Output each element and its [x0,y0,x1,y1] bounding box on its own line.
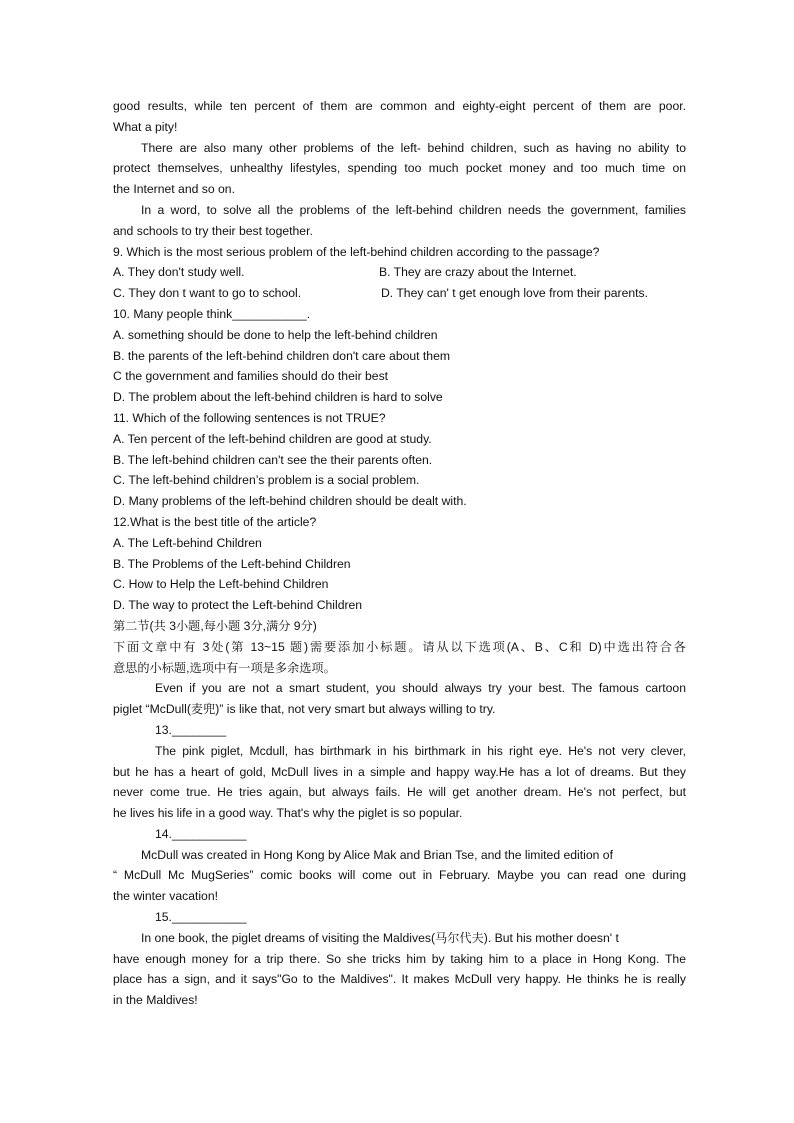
text-line: 9. Which is the most serious problem of the left-behind children according to the passage? [113,244,600,259]
text-line: D. The way to protect the Left-behind Children [113,598,363,613]
text-line: and schools to try their best together. [113,223,313,238]
answer-option: B. They are crazy about the Internet. [379,265,577,280]
text-line: There are also many other problems of the left- behind children, such as having no ability to [141,140,686,155]
text-line: 15.___________ [155,910,247,925]
text-line: “ McDull Mc MugSeries” comic books will come out in February. Maybe you can read one during [113,868,686,883]
text-line: 10. Many people think___________. [113,306,311,321]
text-line: the winter vacation! [113,889,219,904]
text-line: A. something should be done to help the left-behind children [113,327,438,342]
text-line: never come true. He tries again, but always fails. He will get another dream. He's not perfect, but [113,785,686,800]
answer-option: C. They don t want to go to school. [113,286,302,301]
text-line: good results, while ten percent of them are common and eighty-eight percent of them are poor. [113,99,686,113]
text-line: B. The left-behind children can't see the their parents often. [113,452,433,467]
text-line: 意思的小标题,选项中有一项是多余选项。 [113,660,336,675]
text-line: C. The left-behind children’s problem is a social problem. [113,473,420,488]
text-line: 13.________ [155,722,227,737]
text-line: C the government and families should do their best [113,369,389,384]
text-line: he lives his life in a good way. That's why the piglet is so popular. [113,806,463,821]
text-line: What a pity! [113,119,178,134]
text-line: 第二节(共 3小题,每小题 3分,满分 9分) [113,618,317,633]
text-line: B. the parents of the left-behind children don't care about them [113,348,451,363]
text-line: The pink piglet, Mcdull, has birthmark in his birthmark in his right eye. He's not very clever, [155,743,686,758]
text-line: in the Maldives! [113,993,198,1008]
text-line: piglet “McDull(麦兜)” is like that, not very smart but always willing to try. [113,702,496,717]
text-line: have enough money for a trip there. So she tricks him by taking him to a place in Hong Kong. The [113,951,686,966]
text-line: C. How to Help the Left-behind Children [113,577,329,592]
text-line: D. Many problems of the left-behind children should be dealt with. [113,494,467,509]
document-body [113,96,686,1011]
text-line: A. The Left-behind Children [113,535,262,550]
text-line: B. The Problems of the Left-behind Children [113,556,351,571]
answer-option-row [113,262,686,283]
text-line: protect themselves, unhealthy lifestyles, spending too much pocket money and too much time on [113,161,686,176]
text-line: 12.What is the best title of the article? [113,514,317,529]
text-line: but he has a heart of gold, McDull lives in a simple and happy way.He has a lot of dreams. But they [113,764,686,779]
text-line: In one book, the piglet dreams of visiting the Maldives(马尔代夫). But his mother doesn' t [141,930,619,945]
text-line: place has a sign, and it says"Go to the Maldives". It makes McDull very happy. He thinks he is really [113,972,686,987]
text-line: Even if you are not a smart student, you should always try your best. The famous cartoon [155,681,686,696]
text-line: 11. Which of the following sentences is not TRUE? [113,410,386,425]
text-line: 14.___________ [155,826,247,841]
answer-option: A. They don't study well. [113,265,245,280]
text-line: the Internet and so on. [113,182,235,197]
text-line: D. The problem about the left-behind children is hard to solve [113,390,443,405]
answer-option-row [113,283,686,304]
text-line: McDull was created in Hong Kong by Alice Mak and Brian Tse, and the limited edition of [141,847,613,862]
answer-option: D. They can' t get enough love from their parents. [381,286,648,301]
text-line: 下面文章中有 3处(第 13~15 题)需要添加小标题。请从以下选项(A、B、C和 D)中选出符合各 [113,639,686,654]
text-line: In a word, to solve all the problems of the left-behind children needs the government, families [141,202,686,217]
text-line: A. Ten percent of the left-behind children are good at study. [113,431,432,446]
